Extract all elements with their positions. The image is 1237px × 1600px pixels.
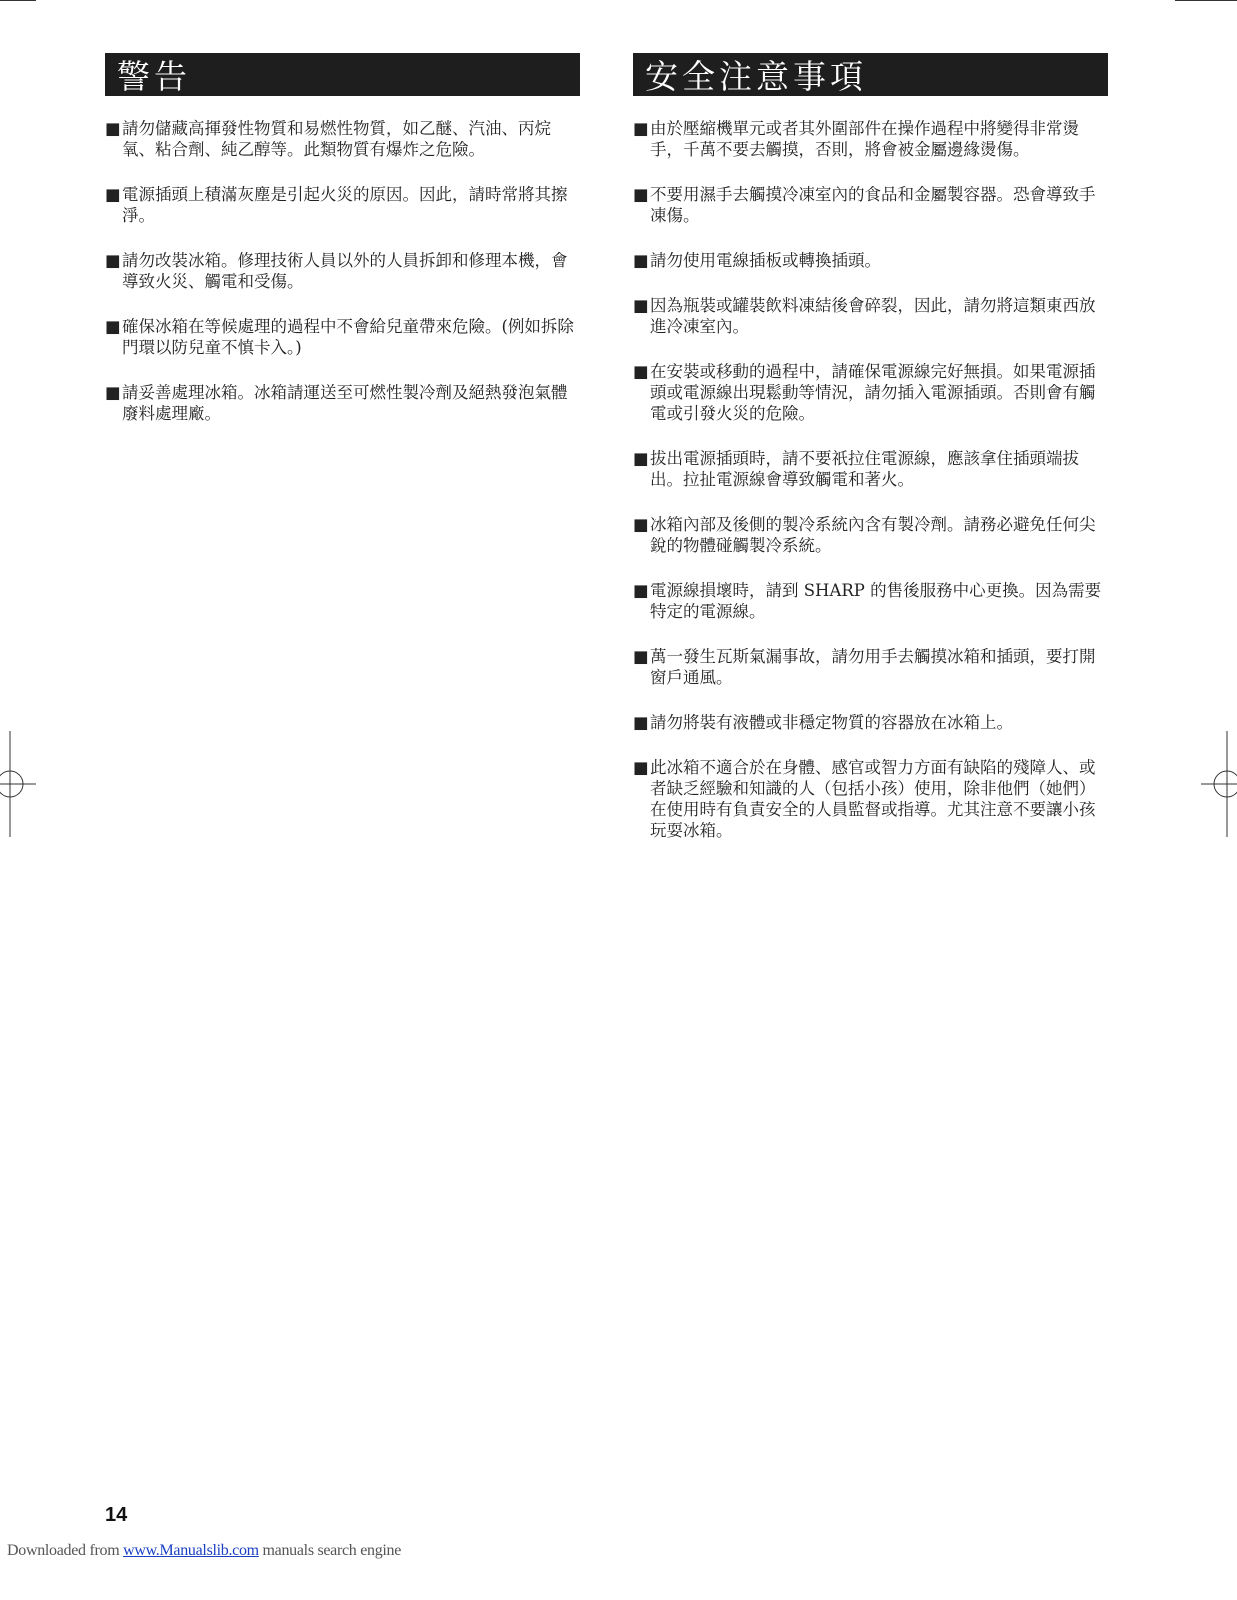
list-item-text: 冰箱內部及後側的製冷系統內含有製冷劑。請務必避免任何尖銳的物體碰觸製冷系統。 [650, 515, 1096, 555]
bullet-icon: ■ [633, 251, 649, 270]
bullet-icon: ■ [105, 251, 121, 270]
manualslib-link[interactable]: www.Manualslib.com [123, 1542, 259, 1559]
list-item-text: 請勿儲藏高揮發性物質和易燃性物質，如乙醚、汽油、丙烷氧、粘合劑、純乙醇等。此類物質有爆炸之危險。 [122, 119, 551, 159]
bullet-icon: ■ [105, 119, 121, 138]
warning-heading: 警告 [105, 53, 580, 96]
bullet-icon: ■ [633, 119, 649, 138]
list-item [633, 646, 1108, 688]
list-item [105, 382, 580, 424]
crop-mark-top-right [1175, 0, 1237, 1]
list-item [633, 757, 1108, 841]
warning-section [105, 53, 580, 448]
list-item-text: 請勿使用電線插板或轉換插頭。 [650, 251, 881, 270]
bullet-icon: ■ [633, 581, 649, 600]
bullet-icon: ■ [633, 185, 649, 204]
list-item [633, 250, 1108, 271]
bullet-icon: ■ [633, 647, 649, 666]
list-item [105, 316, 580, 358]
list-item [633, 295, 1108, 337]
list-item [633, 448, 1108, 490]
list-item [105, 184, 580, 226]
list-item-text: 拔出電源插頭時，請不要祇拉住電源線，應該拿住插頭端拔出。拉扯電源線會導致觸電和著火。 [650, 449, 1079, 489]
list-item [105, 118, 580, 160]
safety-heading: 安全注意事項 [633, 53, 1108, 96]
bullet-icon: ■ [633, 758, 649, 777]
list-item [633, 361, 1108, 424]
list-item-text: 由於壓縮機單元或者其外圍部件在操作過程中將變得非常燙手，千萬不要去觸摸，否則，將會被金屬邊緣燙傷。 [650, 119, 1079, 159]
list-item [633, 580, 1108, 622]
safety-list [633, 118, 1108, 841]
list-item [633, 712, 1108, 733]
registration-mark-left [0, 731, 40, 837]
footer-prefix: Downloaded from [7, 1542, 124, 1559]
footer-suffix: manuals search engine [258, 1542, 402, 1559]
list-item-text: 因為瓶裝或罐裝飲料凍結後會碎裂，因此，請勿將這類東西放進冷凍室內。 [650, 296, 1096, 336]
list-item-text: 不要用濕手去觸摸冷凍室內的食品和金屬製容器。恐會導致手凍傷。 [650, 185, 1096, 225]
bullet-icon: ■ [633, 713, 649, 732]
list-item [633, 184, 1108, 226]
bullet-icon: ■ [105, 383, 121, 402]
page-number: 14 [105, 1504, 128, 1526]
bullet-icon: ■ [105, 185, 121, 204]
bullet-icon: ■ [633, 515, 649, 534]
list-item-text: 萬一發生瓦斯氣漏事故，請勿用手去觸摸冰箱和插頭，要打開窗戶通風。 [650, 647, 1096, 687]
crop-mark-top-left [0, 0, 36, 1]
safety-section [633, 53, 1108, 865]
bullet-icon: ■ [633, 362, 649, 381]
list-item-text: 確保冰箱在等候處理的過程中不會給兒童帶來危險。(例如拆除門環以防兒童不慎卡入。) [122, 317, 574, 357]
warning-list [105, 118, 580, 424]
bullet-icon: ■ [633, 296, 649, 315]
bullet-icon: ■ [633, 449, 649, 468]
list-item [633, 118, 1108, 160]
list-item-text: 請勿將裝有液體或非穩定物質的容器放在冰箱上。 [650, 713, 1013, 732]
list-item [105, 250, 580, 292]
bullet-icon: ■ [105, 317, 121, 336]
list-item-text: 請勿改裝冰箱。修理技術人員以外的人員拆卸和修理本機，會導致火災、觸電和受傷。 [122, 251, 568, 291]
list-item-text: 電源插頭上積滿灰塵是引起火災的原因。因此，請時常將其擦淨。 [122, 185, 568, 225]
list-item-text: 請妥善處理冰箱。冰箱請運送至可燃性製冷劑及絕熱發泡氣體廢料處理廠。 [122, 383, 568, 423]
list-item-text: 此冰箱不適合於在身體、感官或智力方面有缺陷的殘障人、或者缺乏經驗和知識的人（包括小孩）使用，除非他們（她們）在使用時有負責安全的人員監督或指導。尤其注意不要讓小孩玩耍冰箱。 [650, 758, 1096, 840]
registration-mark-right [1197, 731, 1237, 837]
download-footer [7, 1542, 401, 1560]
list-item [633, 514, 1108, 556]
list-item-text: 在安裝或移動的過程中，請確保電源線完好無損。如果電源插頭或電源線出現鬆動等情況，請勿插入電源插頭。否則會有觸電或引發火災的危險。 [650, 362, 1096, 423]
list-item-text: 電源線損壞時，請到 SHARP 的售後服務中心更換。因為需要特定的電源線。 [650, 581, 1102, 621]
